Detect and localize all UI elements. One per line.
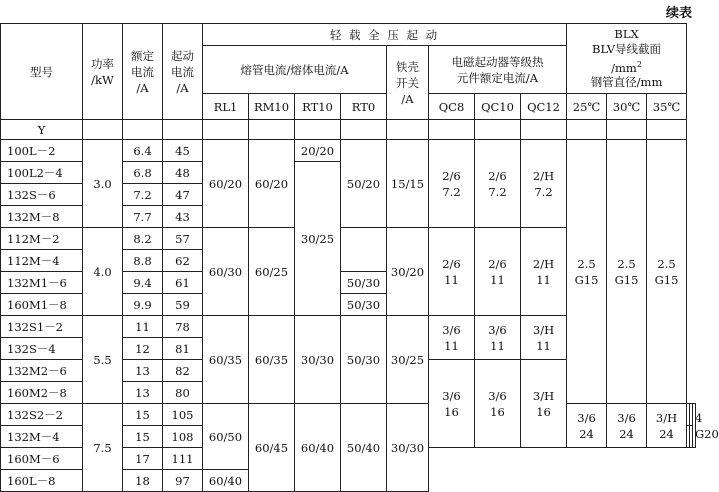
header-model-series: Y bbox=[1, 120, 83, 140]
table-row: 132M2－6 13 82 3/6 16 3/6 16 3/H 16 bbox=[1, 360, 696, 382]
header-rm10: RM10 bbox=[249, 94, 295, 120]
table-row: 160M－6 17 111 bbox=[1, 448, 696, 470]
table-row: 132M－8 7.7 43 bbox=[1, 206, 696, 228]
header-fuse-group: 熔管电流/熔体电流/A bbox=[203, 46, 387, 94]
table-row: 160L－8 18 97 60/40 bbox=[1, 470, 696, 492]
power-value: 3.0 bbox=[83, 140, 123, 228]
header-rl1: RL1 bbox=[203, 94, 249, 120]
header-contactor-group: 电磁起动器等级热 元件额定电流/A bbox=[429, 46, 567, 94]
header-power: 功率 /kW bbox=[83, 24, 123, 120]
header-rt0: RT0 bbox=[341, 94, 387, 120]
power-value: 5.5 bbox=[83, 316, 123, 404]
header-qc10: QC10 bbox=[475, 94, 521, 120]
wire-25: 2.5 G15 bbox=[567, 140, 607, 404]
header-wire-section: BLX BLV导线截面 $/mm^2$ 钢管直径/mm bbox=[567, 24, 687, 94]
table-row: 132S1－2 5.5 11 78 60/35 60/35 30/30 50/30 30/25 3/6 11 3/6 11 3/H 11 bbox=[1, 316, 696, 338]
table-row: 132M1－6 9.4 61 50/30 bbox=[1, 272, 696, 294]
table-row: 132M－4 15 108 bbox=[1, 426, 696, 448]
header-qc12: QC12 bbox=[521, 94, 567, 120]
table-row: 112M－2 4.0 8.2 57 60/30 60/25 30/20 2/6 11 2/6 11 2/H 11 bbox=[1, 228, 696, 250]
table-row: 132S2－2 7.5 15 105 60/50 60/45 60/40 50/40 30/30 3/6 24 3/6 24 3/H 24 4 G20 bbox=[1, 404, 696, 426]
header-rt10: RT10 bbox=[295, 94, 341, 120]
motor-spec-table bbox=[0, 23, 719, 492]
power-value: 4.0 bbox=[83, 228, 123, 316]
table-row: 100L2－4 6.8 48 30/25 bbox=[1, 162, 696, 184]
table-row: 132S－4 12 81 bbox=[1, 338, 696, 360]
table-row: 132S－6 7.2 47 bbox=[1, 184, 696, 206]
header-start-current: 起动 电流 /A bbox=[163, 24, 203, 120]
wire-30: 2.5 G15 bbox=[607, 140, 647, 404]
table-row: 112M－4 8.8 62 bbox=[1, 250, 696, 272]
header-rated-current: 额定 电流 /A bbox=[123, 24, 163, 120]
header-model: 型号 bbox=[1, 24, 83, 120]
table-row: 160M2－8 13 80 bbox=[1, 382, 696, 404]
table-row: 100L－2 3.0 6.4 45 60/20 60/20 20/20 50/20 15/15 2/6 7.2 2/6 7.2 2/H 7.2 2.5 G15 2.5 G15 2.5 G15 bbox=[1, 140, 696, 162]
header-light-load-start: 轻 载 全 压 起 动 bbox=[203, 24, 567, 46]
header-qc8: QC8 bbox=[429, 94, 475, 120]
header-temp-30: 30℃ bbox=[607, 94, 647, 120]
power-value: 7.5 bbox=[83, 404, 123, 492]
header-temp-35: 35℃ bbox=[647, 94, 687, 120]
header-temp-25: 25℃ bbox=[567, 94, 607, 120]
table-row: 160M1－8 9.9 59 50/30 bbox=[1, 294, 696, 316]
wire-35: 2.5 G15 bbox=[647, 140, 687, 404]
continued-label: 续表 bbox=[665, 6, 692, 21]
header-iron-switch: 铁壳 开关 /A bbox=[387, 46, 429, 120]
